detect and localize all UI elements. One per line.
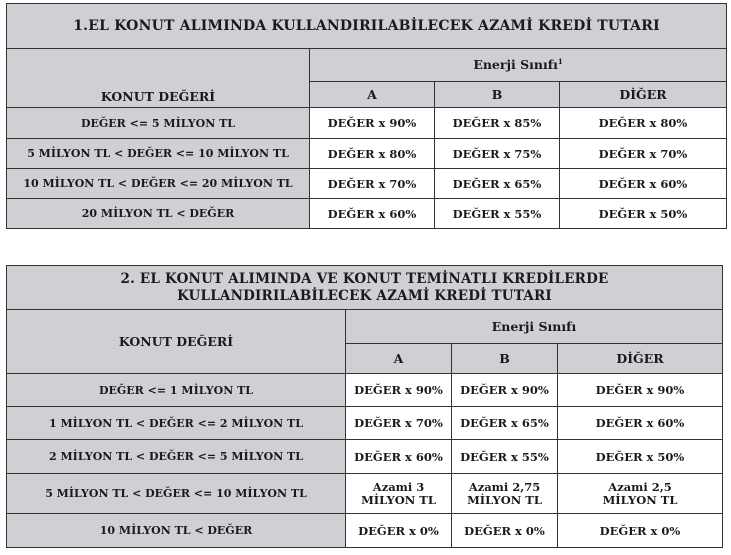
cell-a: DEĞER x 70% <box>346 407 452 440</box>
table-row <box>7 374 723 407</box>
cell-b: DEĞER x 65% <box>452 407 558 440</box>
cell-a: DEĞER x 80% <box>310 139 435 169</box>
second-hand-credit-table <box>6 265 723 548</box>
table2-col-b: B <box>452 344 558 374</box>
cell-b: DEĞER x 0% <box>452 514 558 548</box>
table-row <box>7 169 727 199</box>
cell-b: DEĞER x 75% <box>435 139 560 169</box>
table-row <box>7 474 723 514</box>
row-label: 5 MİLYON TL < DEĞER <= 10 MİLYON TL <box>7 474 346 514</box>
cell-a: DEĞER x 0% <box>346 514 452 548</box>
cell-a: DEĞER x 60% <box>346 440 452 474</box>
table-row <box>7 199 727 229</box>
row-label: DEĞER <= 5 MİLYON TL <box>7 108 310 139</box>
cell-a: DEĞER x 70% <box>310 169 435 199</box>
row-label: 20 MİLYON TL < DEĞER <box>7 199 310 229</box>
cell-other: DEĞER x 90% <box>558 374 723 407</box>
row-label: 1 MİLYON TL < DEĞER <= 2 MİLYON TL <box>7 407 346 440</box>
cell-b: DEĞER x 85% <box>435 108 560 139</box>
cell-b: DEĞER x 55% <box>435 199 560 229</box>
cell-a: DEĞER x 90% <box>346 374 452 407</box>
cell-other: DEĞER x 60% <box>560 169 727 199</box>
table1-col-other: DİĞER <box>560 82 727 108</box>
table1-title: 1.EL KONUT ALIMINDA KULLANDIRILABİLECEK AZAMİ KREDİ TUTARI <box>7 4 727 49</box>
table-row <box>7 139 727 169</box>
row-label: DEĞER <= 1 MİLYON TL <box>7 374 346 407</box>
table1-col-b: B <box>435 82 560 108</box>
table2-title-line2: KULLANDIRILABİLECEK AZAMİ KREDİ TUTARI <box>177 287 552 304</box>
table2-energy-header: Enerji Sınıfı <box>346 310 723 344</box>
cell-a: Azami 3 MİLYON TL <box>346 474 452 514</box>
cell-b: DEĞER x 55% <box>452 440 558 474</box>
cell-b: Azami 2,75 MİLYON TL <box>452 474 558 514</box>
row-label: 10 MİLYON TL < DEĞER <box>7 514 346 548</box>
table1-col-a: A <box>310 82 435 108</box>
cell-other: Azami 2,5 MİLYON TL <box>558 474 723 514</box>
table-row <box>7 440 723 474</box>
table2-col-a: A <box>346 344 452 374</box>
table2-col-other: DİĞER <box>558 344 723 374</box>
cell-a: DEĞER x 90% <box>310 108 435 139</box>
table-row <box>7 514 723 548</box>
cell-b: DEĞER x 65% <box>435 169 560 199</box>
cell-other: DEĞER x 50% <box>558 440 723 474</box>
cell-other: DEĞER x 80% <box>560 108 727 139</box>
table2-title-line1: 2. EL KONUT ALIMINDA VE KONUT TEMİNATLI KREDİLERDE <box>120 270 609 287</box>
row-label: 2 MİLYON TL < DEĞER <= 5 MİLYON TL <box>7 440 346 474</box>
table2-konut-header: KONUT DEĞERİ <box>7 310 346 374</box>
table2-title <box>7 266 723 310</box>
cell-other: DEĞER x 60% <box>558 407 723 440</box>
table1-konut-header: KONUT DEĞERİ <box>7 49 310 108</box>
cell-other: DEĞER x 50% <box>560 199 727 229</box>
row-label: 10 MİLYON TL < DEĞER <= 20 MİLYON TL <box>7 169 310 199</box>
cell-other: DEĞER x 70% <box>560 139 727 169</box>
table-row <box>7 407 723 440</box>
cell-b: DEĞER x 90% <box>452 374 558 407</box>
cell-other: DEĞER x 0% <box>558 514 723 548</box>
first-hand-credit-table <box>6 3 727 229</box>
cell-a: DEĞER x 60% <box>310 199 435 229</box>
table1-energy-header: Enerji Sınıfı$^1$ <box>310 49 727 82</box>
footnote-marker: 1 <box>557 57 563 67</box>
row-label: 5 MİLYON TL < DEĞER <= 10 MİLYON TL <box>7 139 310 169</box>
table-row <box>7 108 727 139</box>
